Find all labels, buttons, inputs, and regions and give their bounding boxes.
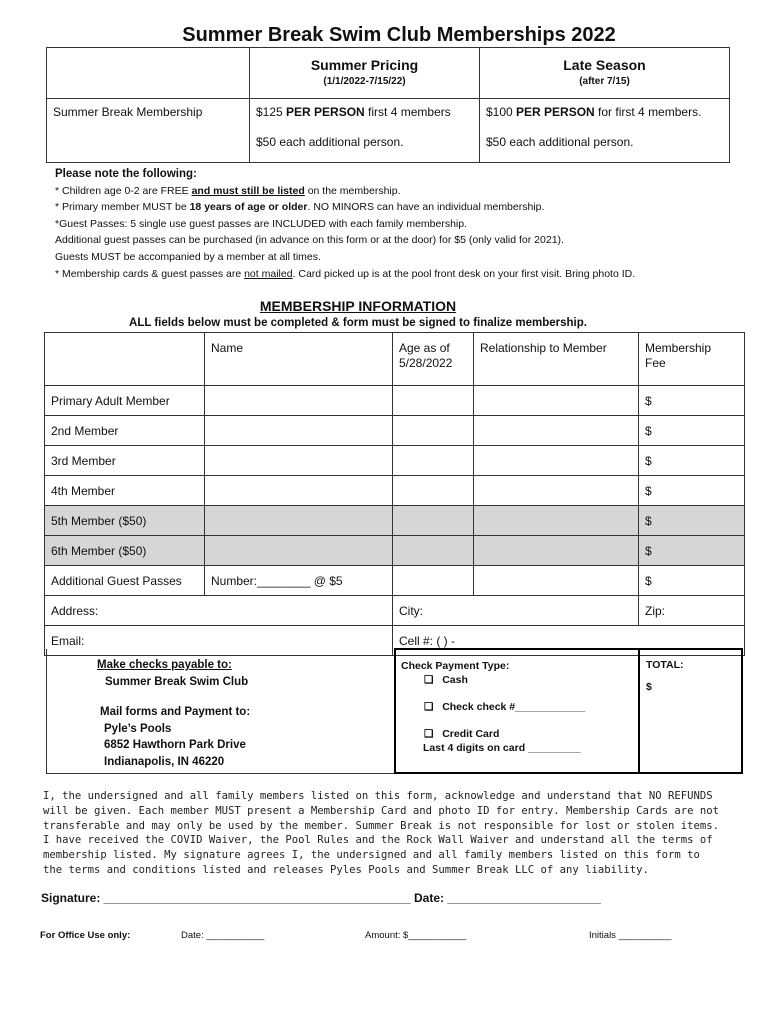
cash-option[interactable]: ❑ Cash xyxy=(424,674,468,686)
email-field[interactable]: Email: xyxy=(45,626,393,656)
office-initials-field[interactable]: Initials __________ xyxy=(589,930,672,941)
checks-payee: Summer Break Swim Club xyxy=(105,675,249,688)
checkbox-icon: ❑ xyxy=(424,701,434,713)
row-label: 3rd Member xyxy=(45,446,205,476)
late-season-header xyxy=(480,48,730,99)
name-field[interactable] xyxy=(205,476,393,506)
table-row xyxy=(45,446,745,476)
fee-field[interactable]: $ xyxy=(639,446,745,476)
note-guest-passes: *Guest Passes: 5 single use guest passes are INCLUDED with each family membership. xyxy=(55,217,468,230)
age-field[interactable] xyxy=(393,446,474,476)
relationship-field[interactable] xyxy=(474,536,639,566)
summer-pricing-dates: (1/1/2022-7/15/22) xyxy=(323,76,406,87)
relationship-field[interactable] xyxy=(474,506,639,536)
table-row xyxy=(45,506,745,536)
fee-field[interactable]: $ xyxy=(639,386,745,416)
name-field[interactable] xyxy=(205,446,393,476)
page-title: Summer Break Swim Club Memberships 2022 xyxy=(182,24,616,46)
relationship-field[interactable] xyxy=(474,416,639,446)
late-price-cell xyxy=(480,99,730,163)
summer-pricing-title: Summer Pricing xyxy=(310,57,419,73)
address-field[interactable]: Address: xyxy=(45,596,393,626)
office-use-label: For Office Use only: xyxy=(40,930,131,941)
cell-field[interactable]: Cell #: ( ) - xyxy=(393,626,745,656)
row-label: 6th Member ($50) xyxy=(45,536,205,566)
age-field xyxy=(393,566,474,596)
mail-name: Pyle’s Pools xyxy=(104,722,172,735)
membership-subheading: ALL fields below must be completed & form must be signed to finalize membership. xyxy=(129,317,587,329)
mail-city: Indianapolis, IN 46220 xyxy=(104,755,225,768)
payment-type-heading: Check Payment Type: xyxy=(401,660,510,672)
notes-heading: Please note the following: xyxy=(55,168,197,180)
age-field[interactable] xyxy=(393,536,474,566)
city-field[interactable]: City: xyxy=(393,596,639,626)
guest-passes-label: Additional Guest Passes xyxy=(45,566,205,596)
header-blank xyxy=(45,333,205,386)
name-field[interactable] xyxy=(205,506,393,536)
address-row xyxy=(45,596,745,626)
checkbox-icon: ❑ xyxy=(424,674,434,686)
checks-payable-heading: Make checks payable to: xyxy=(97,659,232,671)
payment-box xyxy=(394,648,743,774)
table-row xyxy=(45,476,745,506)
relationship-field[interactable] xyxy=(474,446,639,476)
fee-field[interactable]: $ xyxy=(639,506,745,536)
header-relationship: Relationship to Member xyxy=(474,333,639,386)
mail-heading: Mail forms and Payment to: xyxy=(100,706,251,718)
total-value-field[interactable]: $ xyxy=(646,681,652,693)
membership-table xyxy=(44,332,745,656)
row-label: Primary Adult Member xyxy=(45,386,205,416)
table-row xyxy=(45,416,745,446)
payment-divider xyxy=(638,649,640,773)
note-guests-accompanied: Guests MUST be accompanied by a member at all times. xyxy=(55,250,321,263)
age-field[interactable] xyxy=(393,506,474,536)
note-primary-member: * Primary member MUST be 18 years of age or older. NO MINORS can have an individual membership. xyxy=(55,201,545,214)
total-label: TOTAL: xyxy=(646,659,684,671)
fee-field[interactable]: $ xyxy=(639,416,745,446)
pricing-blank-cell xyxy=(47,48,250,99)
notes-section xyxy=(55,166,745,282)
age-field[interactable] xyxy=(393,416,474,446)
membership-type-cell xyxy=(47,99,250,163)
credit-digits-field[interactable]: Last 4 digits on card _________ xyxy=(423,742,581,754)
membership-type-label: Summer Break Membership xyxy=(53,105,203,119)
office-date-field[interactable]: Date: ___________ xyxy=(181,930,265,941)
header-age: Age as of 5/28/2022 xyxy=(393,333,474,386)
name-field[interactable] xyxy=(205,416,393,446)
name-field[interactable] xyxy=(205,536,393,566)
signature-line[interactable]: Signature: ______________________________________________ Date: _______________________ xyxy=(41,891,601,905)
summer-price-cell xyxy=(250,99,480,163)
zip-field[interactable]: Zip: xyxy=(639,596,745,626)
pricing-table xyxy=(46,47,730,163)
late-season-title: Late Season xyxy=(563,57,646,73)
agreement-text: I, the undersigned and all family members listed on this form, acknowledge and understand that NO REFUNDS will be given. Each member MUST present a Membership Card and photo ID for entry. Membership Cards are not transferable and may only be used by the member. Summer Break is not responsible for lost or stolen items. I have received the COVID Waiver, the Pool Rules and the Rock Wall Waiver and understand all the terms of membership listed. My signature agrees I, the undersigned and all family members listed on this form to the terms and conditions listed and releases Pyles Pools and Summer Break LLC of any liability. xyxy=(43,790,720,876)
late-price-line: $100 PER PERSON for first 4 members. xyxy=(486,105,702,119)
fee-field[interactable]: $ xyxy=(639,476,745,506)
age-field[interactable] xyxy=(393,476,474,506)
office-amount-field[interactable]: Amount: $___________ xyxy=(365,930,467,941)
row-label: 4th Member xyxy=(45,476,205,506)
age-field[interactable] xyxy=(393,386,474,416)
table-row xyxy=(45,536,745,566)
membership-heading: MEMBERSHIP INFORMATION xyxy=(259,298,457,314)
header-fee: Membership Fee xyxy=(639,333,745,386)
late-season-dates: (after 7/15) xyxy=(579,76,630,87)
guest-passes-row xyxy=(45,566,745,596)
note-additional-passes: Additional guest passes can be purchased (in advance on this form or at the door) for $5 (only valid for 2021). xyxy=(55,234,564,247)
summer-pricing-header xyxy=(250,48,480,99)
note-children: * Children age 0-2 are FREE and must still be listed on the membership. xyxy=(55,184,401,197)
name-field[interactable] xyxy=(205,386,393,416)
relationship-field xyxy=(474,566,639,596)
mailing-instructions-block xyxy=(46,649,395,774)
relationship-field[interactable] xyxy=(474,476,639,506)
note-cards-not-mailed: * Membership cards & guest passes are not mailed. Card picked up is at the pool front desk on your first visit. Bring photo ID. xyxy=(55,267,636,280)
summer-extra-line: $50 each additional person. xyxy=(256,135,404,149)
relationship-field[interactable] xyxy=(474,386,639,416)
credit-card-option[interactable]: ❑ Credit Card xyxy=(424,728,500,740)
guest-passes-number-field[interactable]: Number:________ @ $5 xyxy=(205,566,393,596)
checkbox-icon: ❑ xyxy=(424,728,434,740)
mail-street: 6852 Hawthorn Park Drive xyxy=(104,739,246,751)
table-row xyxy=(45,386,745,416)
row-label: 5th Member ($50) xyxy=(45,506,205,536)
header-name: Name xyxy=(205,333,393,386)
guest-fee-field[interactable]: $ xyxy=(639,566,745,596)
summer-price-line: $125 PER PERSON first 4 members xyxy=(256,105,451,119)
fee-field[interactable]: $ xyxy=(639,536,745,566)
late-extra-line: $50 each additional person. xyxy=(486,135,634,149)
check-option[interactable]: ❑ Check check #____________ xyxy=(424,701,586,713)
row-label: 2nd Member xyxy=(45,416,205,446)
